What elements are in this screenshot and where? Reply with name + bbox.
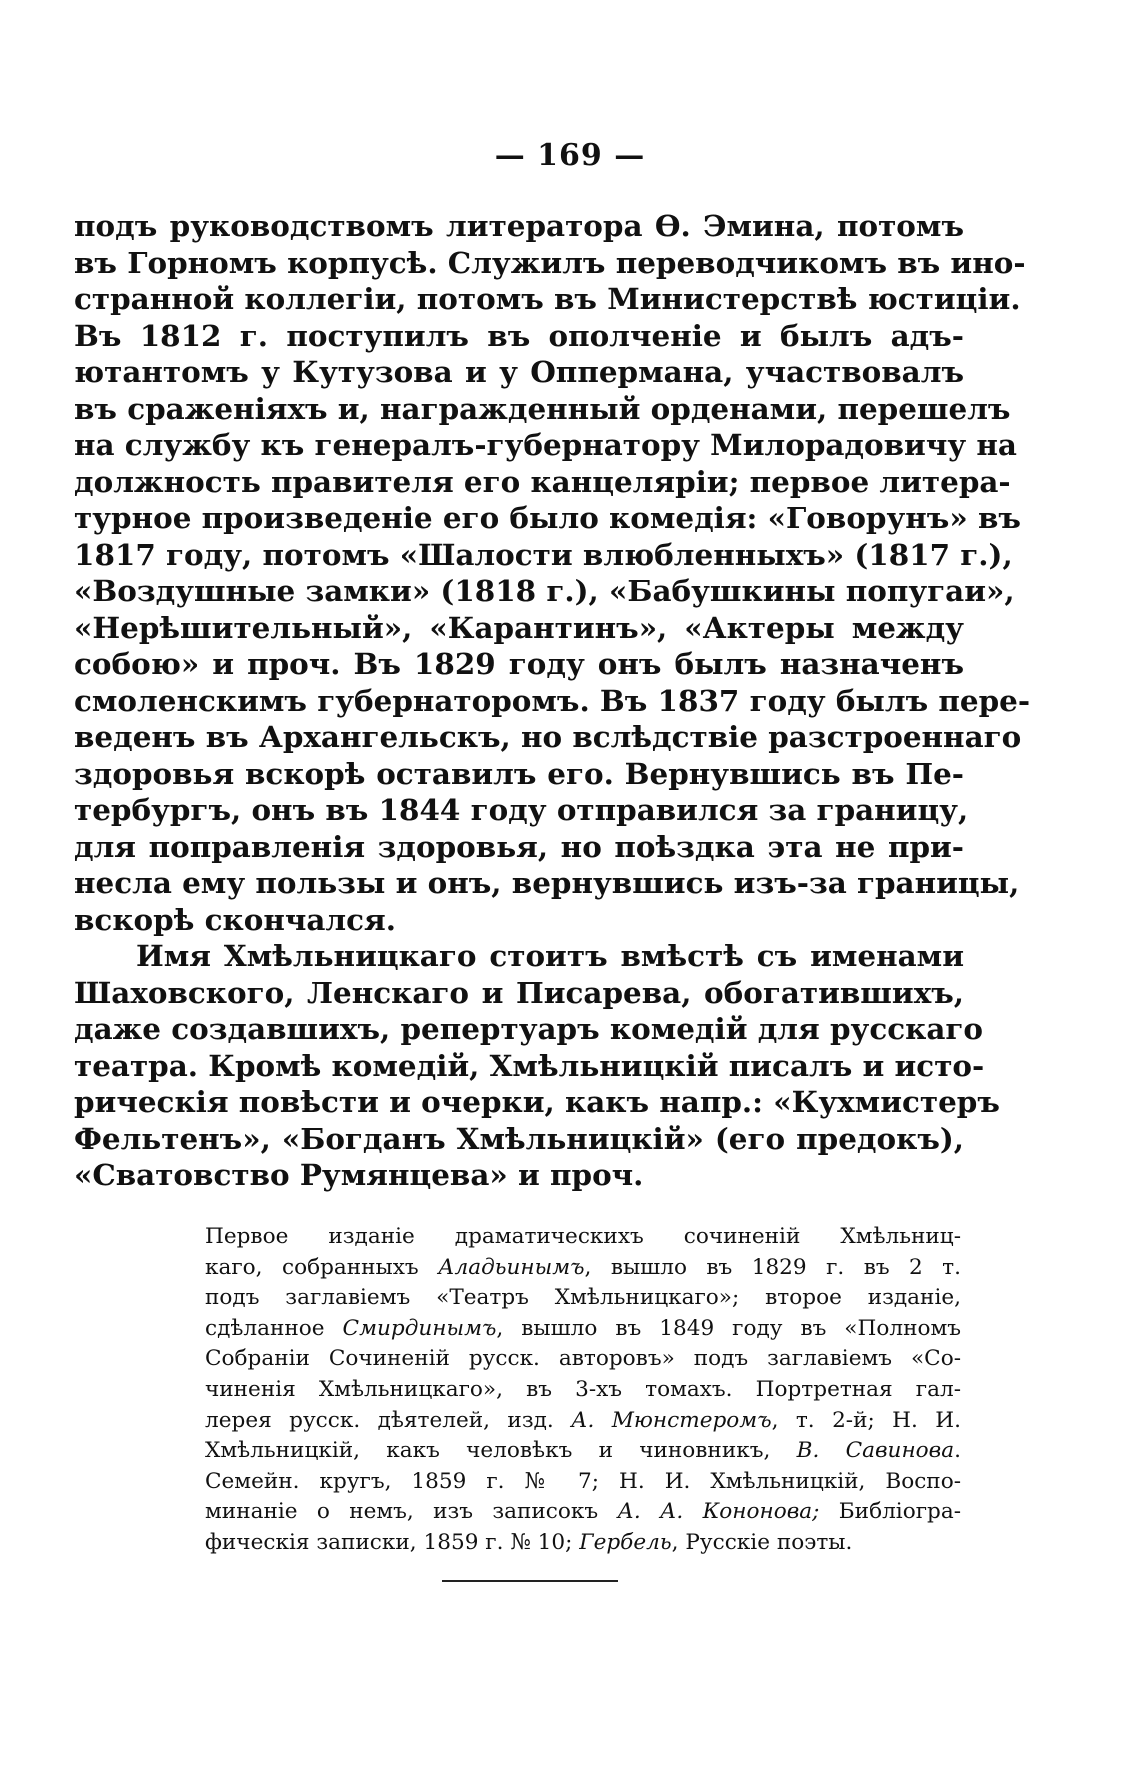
text-line: даже создавшихъ, репертуаръ комедій для русскаго xyxy=(74,1011,984,1046)
text-line: 1817 году, потомъ «Шалости влюбленныхъ» (1817 г.), xyxy=(74,536,1013,572)
footnote-text: чиненія Хмѣльницкаго», въ 3-хъ томахъ. Портретная гал- xyxy=(205,1376,961,1402)
paragraph-2 xyxy=(74,938,1000,1194)
footnote-line xyxy=(205,1283,961,1314)
page-number: — 169 — xyxy=(494,138,646,173)
text-line: Въ 1812 г. поступилъ въ ополченіе и былъ адъ- xyxy=(74,317,964,353)
footnote-text: подъ заглавіемъ «Театръ Хмѣльницкаго»; второе изданіе, xyxy=(205,1285,961,1311)
text-line: Шаховского, Ленскаго и Писарева, обогатившихъ, xyxy=(74,974,964,1010)
footnote-text: лерея русск. дѣятелей, изд. xyxy=(205,1407,572,1433)
text-line: здоровья вскорѣ оставилъ его. Вернувшись въ Пе- xyxy=(74,755,964,791)
footnote-italic-name: Аладьинымъ xyxy=(438,1254,585,1280)
text-line: рическія повѣсти и очерки, какъ напр.: «Кухмистеръ xyxy=(74,1084,1000,1119)
footnote-text: , вышло въ 1829 г. въ 2 т. xyxy=(584,1254,961,1280)
footnote-line xyxy=(205,1375,961,1406)
footnote-text: Хмѣльницкій, какъ человѣкъ и чиновникъ, xyxy=(205,1438,797,1464)
footnote-line xyxy=(205,1467,961,1498)
footnote-italic-name: А. Мюнстеромъ xyxy=(571,1407,772,1433)
text-line: въ сраженіяхъ и, награжденный орденами, перешелъ xyxy=(74,390,1011,426)
footnote-text: Семейн. кругъ, 1859 г. № 7; Н. И. Хмѣльницкій, Воспо- xyxy=(205,1468,961,1494)
paragraph-1 xyxy=(74,208,1031,938)
text-line: подъ руководствомъ литератора Ѳ. Эмина, потомъ xyxy=(74,208,964,243)
footnote-text: , т. 2-й; Н. И. xyxy=(771,1407,961,1433)
footnote-italic-name: Смирдинымъ xyxy=(342,1315,497,1341)
footnote-text: сдѣланное xyxy=(205,1315,343,1341)
footnote-text: минаніе о немъ, изъ записокъ xyxy=(205,1499,618,1525)
footnote-italic-name: А. А. Кононова; xyxy=(617,1499,820,1525)
footnote-text: Библіогра- xyxy=(819,1499,961,1525)
footnote-line xyxy=(205,1528,961,1559)
text-line: тербургъ, онъ въ 1844 году отправился за границу, xyxy=(74,792,969,827)
footnote-text: каго, собранныхъ xyxy=(205,1254,439,1280)
footnote-line xyxy=(205,1253,961,1284)
footnote-text: , вышло въ 1849 году въ «Полномъ xyxy=(496,1315,961,1341)
footnote-italic-name: Гербель xyxy=(579,1529,672,1555)
text-line: для поправленія здоровья, но поѣздка эта не при- xyxy=(74,828,964,864)
text-line: несла ему пользы и онъ, вернувшись изъ-за границы, xyxy=(74,865,1020,900)
text-line: «Сватовство Румянцева» и проч. xyxy=(74,1157,644,1192)
text-line: ютантомъ у Кутузова и у Оппермана, участвовалъ xyxy=(74,354,964,389)
text-line: смоленскимъ губернаторомъ. Въ 1837 году былъ пере- xyxy=(74,682,1031,718)
text-line: турное произведеніе его было комедія: «Говорунъ» въ xyxy=(74,500,1021,535)
footnote-text: Первое изданіе драматическихъ сочиненій Хмѣльниц- xyxy=(205,1224,961,1249)
text-line: «Воздушные замки» (1818 г.), «Бабушкины попугаи», xyxy=(74,573,1015,608)
text-line: театра. Кромѣ комедій, Хмѣльницкій писалъ и исто- xyxy=(74,1047,985,1083)
footnote-line xyxy=(205,1406,961,1437)
text-line: собою» и проч. Въ 1829 году онъ былъ назначенъ xyxy=(74,646,964,681)
main-text xyxy=(74,208,1031,1194)
text-line: въ Горномъ корпусѣ. Служилъ переводчикомъ въ ино- xyxy=(74,244,1026,280)
text-line: странной коллегіи, потомъ въ Министерствѣ юстиціи. xyxy=(74,281,1021,316)
text-line: на службу къ генералъ-губернатору Милорадовичу на xyxy=(74,427,1017,462)
section-end-rule xyxy=(442,1580,618,1582)
footnote-line xyxy=(205,1497,961,1528)
text-line: веденъ въ Архангельскъ, но вслѣдствіе разстроеннаго xyxy=(74,719,1022,754)
footnote-line xyxy=(205,1314,961,1345)
footnote-line xyxy=(205,1436,961,1467)
text-line: Фельтенъ», «Богданъ Хмѣльницкій» (его предокъ), xyxy=(74,1120,964,1156)
footnote-text: Собраніи Сочиненій русск. авторовъ» подъ заглавіемъ «Со- xyxy=(205,1346,961,1372)
text-line: Имя Хмѣльницкаго стоитъ вмѣстѣ съ именами xyxy=(136,938,964,973)
footnote-line xyxy=(205,1344,961,1375)
footnote-italic-name: В. Савинова xyxy=(796,1438,955,1464)
footnote-line xyxy=(205,1222,961,1253)
text-line: «Нерѣшительный», «Карантинъ», «Актеры между xyxy=(74,609,964,645)
footnote-text: фическія записки, 1859 г. № 10; xyxy=(205,1529,580,1555)
text-line: вскорѣ скончался. xyxy=(74,901,396,937)
text-line: должность правителя его канцеляріи; первое литера- xyxy=(74,463,1011,499)
footnote-text: , Русскіе поэты. xyxy=(671,1529,853,1555)
footnote xyxy=(205,1222,961,1559)
footnote-text: . xyxy=(954,1438,961,1464)
